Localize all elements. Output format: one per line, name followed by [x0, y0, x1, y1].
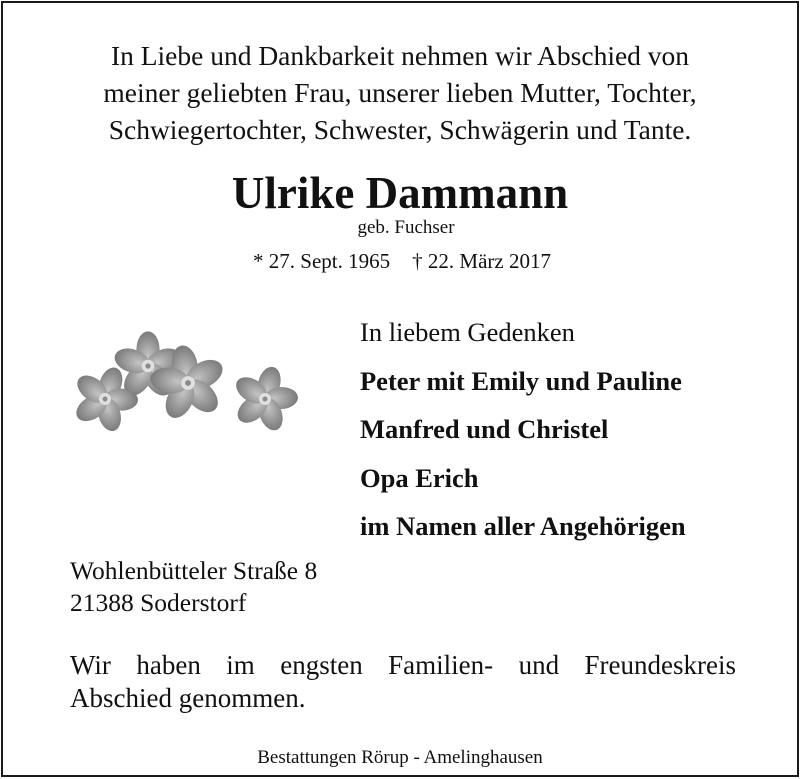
obituary-notice [1, 1, 799, 777]
intro-line: In Liebe und Dankbarkeit nehmen wir Abschied von [110, 40, 690, 71]
address-street: Wohlenbütteler Straße 8 [70, 556, 318, 585]
mourner-name: im Namen aller Angehörigen [360, 511, 686, 541]
mourners-heading: In liebem Gedenken [360, 317, 575, 347]
address [70, 555, 317, 619]
intro-text [3, 37, 797, 148]
closing-line: Abschied genommen. [70, 683, 306, 713]
maiden-name: geb. Fuchser [357, 217, 455, 238]
mourners-list [360, 308, 686, 551]
death-date: † 22. März 2017 [412, 249, 551, 273]
mourner-name: Peter mit Emily und Pauline [360, 365, 682, 396]
life-dates [3, 249, 797, 273]
closing-line: Wir haben im engsten Familien- und Freundeskreis [70, 650, 736, 680]
mourner-name: Manfred und Christel [360, 414, 609, 444]
intro-line: meiner geliebten Frau, unserer lieben Mutter, Tochter, [103, 77, 697, 108]
closing-text [70, 649, 736, 715]
address-city: 21388 Soderstorf [70, 588, 247, 617]
deceased-name: Ulrike Dammann [231, 168, 569, 218]
birth-date: * 27. Sept. 1965 [253, 249, 391, 273]
intro-line: Schwiegertochter, Schwester, Schwägerin und Tante. [108, 114, 692, 145]
forget-me-not-flowers-icon [63, 321, 313, 451]
mourner-name: Opa Erich [360, 462, 479, 493]
funeral-home: Bestattungen Rörup - Amelinghausen [257, 747, 543, 768]
